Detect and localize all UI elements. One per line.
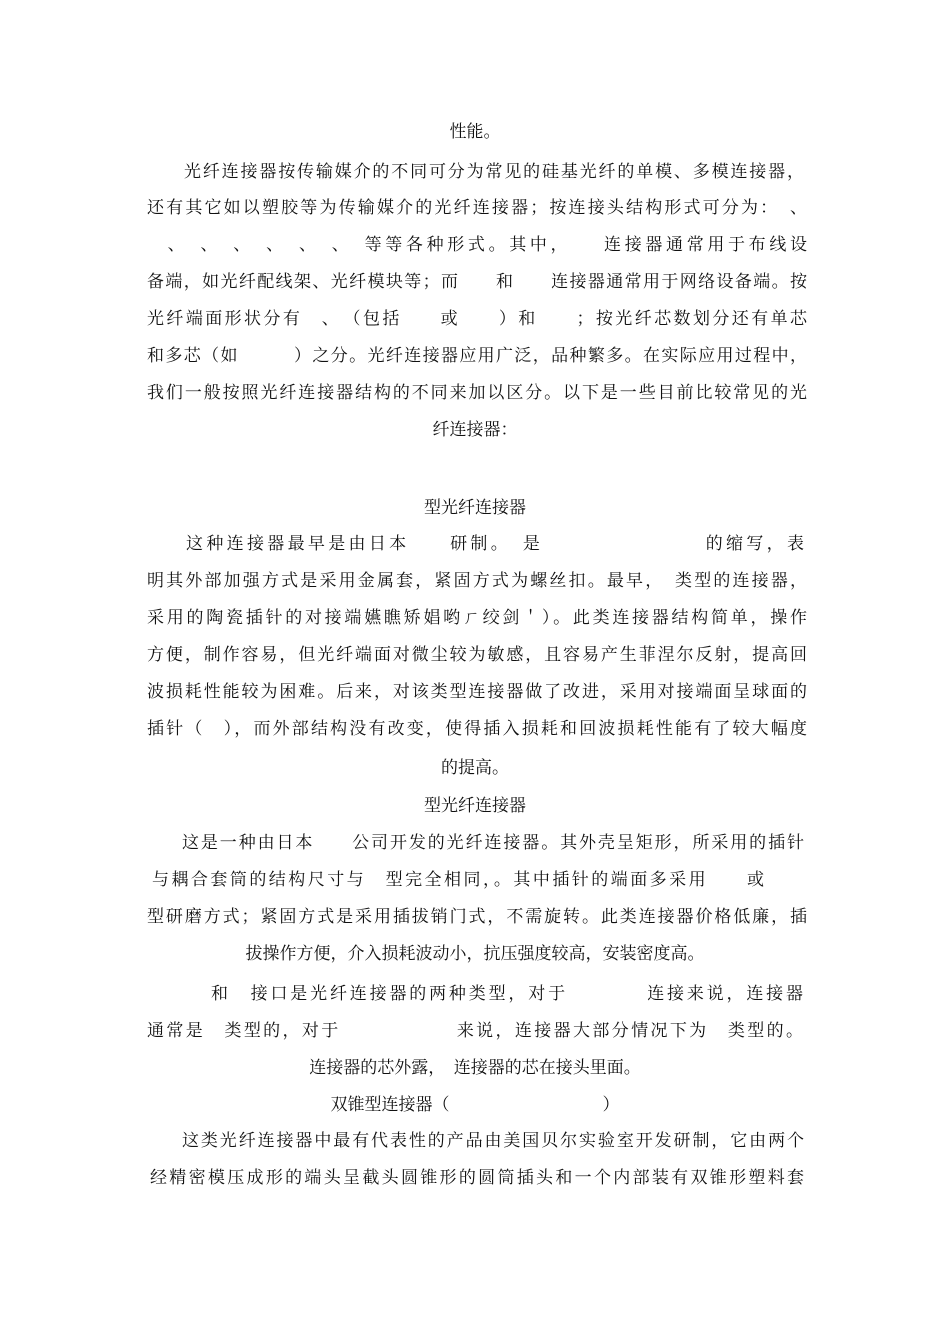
text-line: 和 接口是光纤连接器的两种类型，对于 连接来说，连接器 bbox=[211, 984, 803, 1004]
text-line: 光纤连接器按传输媒介的不同可分为常见的硅基光纤的单模、多模连接器， bbox=[184, 162, 804, 182]
text-line: 和多芯（如 ）之分。光纤连接器应用广泛，品种繁多。在实际应用过程中， bbox=[147, 346, 807, 366]
text-line: 明其外部加强方式是采用金属套，紧固方式为螺丝扣。最早， 类型的连接器， bbox=[147, 571, 807, 591]
section-heading: 型光纤连接器 bbox=[424, 498, 526, 518]
section-heading: 型光纤连接器 bbox=[424, 796, 526, 816]
text-line: 波损耗性能较为困难。后来，对该类型连接器做了改进，采用对接端面呈球面的 bbox=[147, 682, 807, 702]
text-line: 、 、 、 、 、 、 等等各种形式。其中， 连接器通常用于布线设 bbox=[147, 235, 807, 255]
text-line: 这是一种由日本 公司开发的光纤连接器。其外壳呈矩形，所采用的插针 bbox=[182, 833, 804, 853]
section-heading: 双锥型连接器（ ） bbox=[330, 1095, 620, 1115]
text-line: 通常是 类型的，对于 来说，连接器大部分情况下为 类型的。 bbox=[147, 1021, 803, 1041]
text-line: 与耦合套筒的结构尺寸与 型完全相同，。其中插针的端面多采用 或 bbox=[152, 870, 764, 890]
text-line: 的提高。 bbox=[441, 758, 509, 778]
text-line: 我们一般按照光纤连接器结构的不同来加以区分。以下是一些目前比较常见的光 bbox=[147, 383, 807, 403]
text-line: 经精密模压成形的端头呈截头圆锥形的圆筒插头和一个内部装有双锥形塑料套 bbox=[150, 1168, 804, 1188]
text-line: 拔操作方便，介入损耗波动小，抗压强度较高，安装密度高。 bbox=[245, 944, 705, 964]
text-line: 纤连接器： bbox=[432, 420, 518, 440]
text-line: 性能。 bbox=[449, 122, 501, 142]
text-line: 插针（ ），而外部结构没有改变，使得插入损耗和回波损耗性能有了较大幅度 bbox=[147, 719, 807, 739]
text-line: 光纤端面形状分有 、 （包括 或 ）和 ；按光纤芯数划分还有单芯 bbox=[147, 309, 807, 329]
text-line: 方便，制作容易，但光纤端面对微尘较为敏感，且容易产生菲涅尔反射，提高回 bbox=[147, 645, 807, 665]
text-line: 备端，如光纤配线架、光纤模块等；而 和 连接器通常用于网络设备端。按 bbox=[147, 272, 807, 292]
text-line: 连接器的芯外露， 连接器的芯在接头里面。 bbox=[309, 1058, 641, 1078]
text-line: 这类光纤连接器中最有代表性的产品由美国贝尔实验室开发研制，它由两个 bbox=[182, 1131, 804, 1151]
text-line: 型研磨方式；紧固方式是采用插拔销门式，不需旋转。此类连接器价格低廉，插 bbox=[147, 907, 807, 927]
text-line: 还有其它如以塑胶等为传输媒介的光纤连接器；按连接头结构形式可分为： 、 bbox=[147, 198, 807, 218]
text-line: 这种连接器最早是由日本 研制。 是 的缩写，表 bbox=[186, 534, 804, 554]
text-line: 采用的陶瓷插针的对接端嬿瞧矫娼哟ㄏ绞剑＇）。此类连接器结构简单，操作 bbox=[147, 608, 807, 628]
